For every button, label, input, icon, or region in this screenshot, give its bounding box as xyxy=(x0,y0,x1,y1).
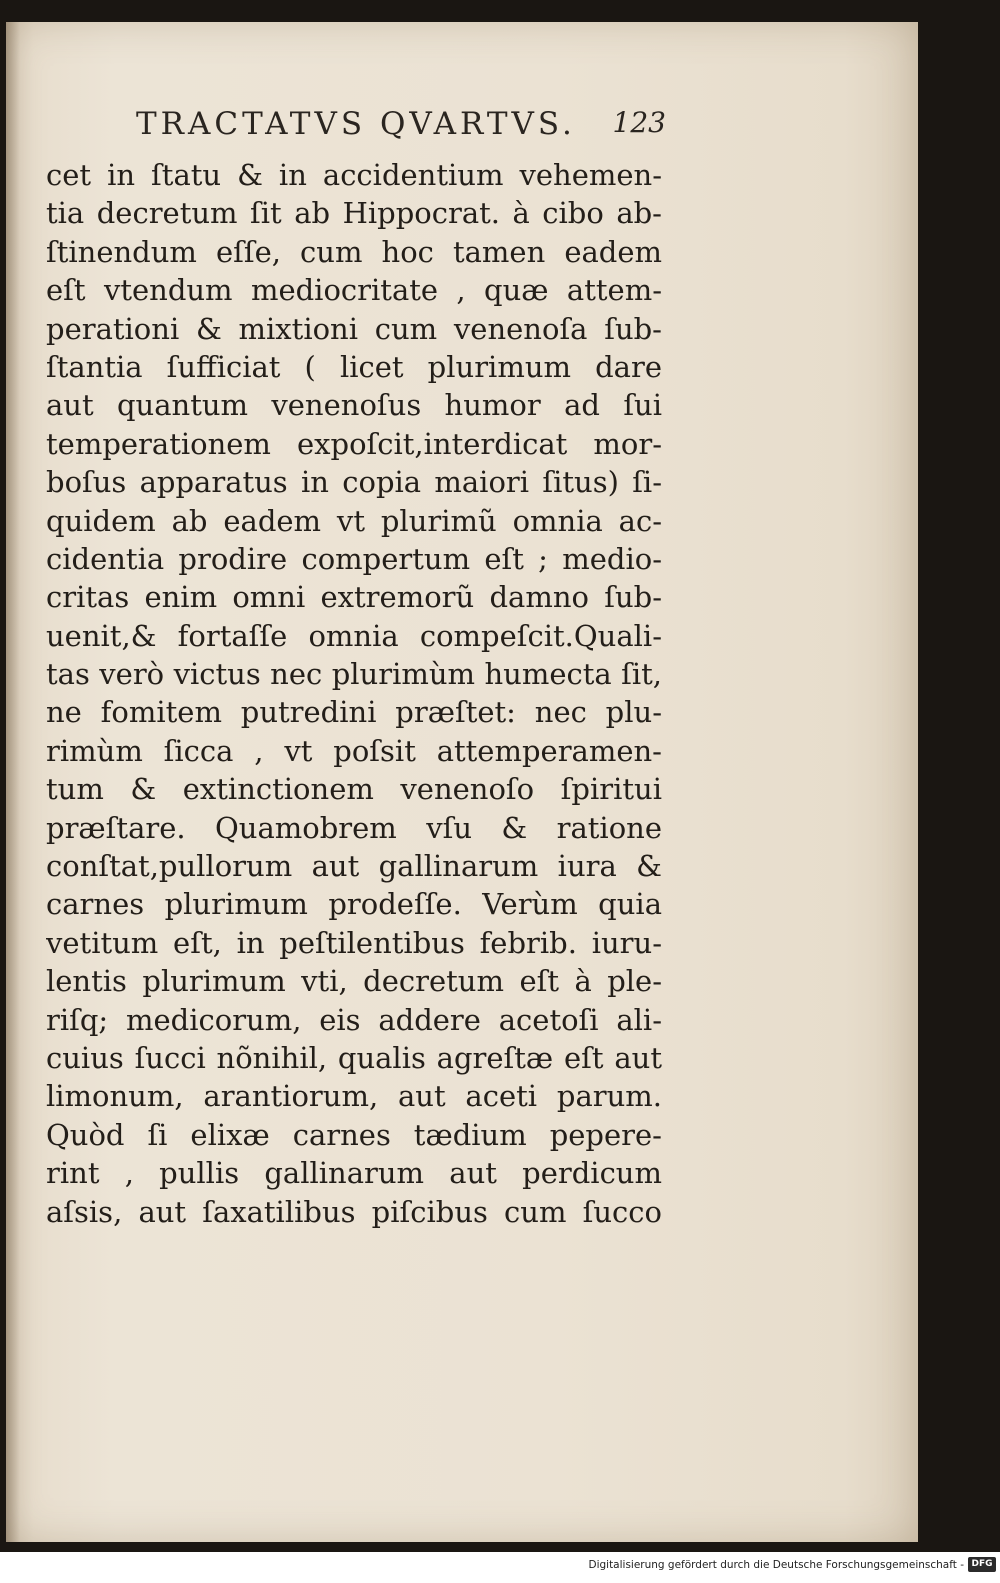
text-line: tia decretum ſit ab Hippocrat. à cibo ab- xyxy=(46,196,662,231)
text-line: uenit,& fortaſſe omnia compeſcit.Quali- xyxy=(46,618,662,653)
page-body-text xyxy=(46,156,662,1231)
text-line: ſtantia ſufficiat ( licet plurimum dare xyxy=(46,349,662,384)
text-line: aſsis, aut ſaxatilibus piſcibus cum ſucco xyxy=(46,1194,662,1229)
text-line: lentis plurimum vti, decretum eſt à ple- xyxy=(46,964,662,999)
footer-bar xyxy=(0,1552,1000,1583)
text-line: riſq; medicorum, eis addere acetoſi ali- xyxy=(46,1002,662,1037)
text-line: cet in ſtatu & in accidentium vehemen- xyxy=(46,158,662,192)
text-line: rimùm ſicca , vt poſsit attemperamen- xyxy=(46,733,662,768)
text-line: cuius ſucci nõnihil, qualis agreſtæ eſt aut xyxy=(46,1040,662,1075)
text-line: tum & extinctionem venenoſo ſpiritui xyxy=(46,772,662,807)
funding-credit: Digitalisierung gefördert durch die Deutsche Forschungsgemeinschaft - xyxy=(588,1559,964,1571)
text-line: temperationem expoſcit,interdicat mor- xyxy=(46,426,662,461)
running-head-title: TRACTATVS QVARTVS. xyxy=(136,106,576,142)
text-line: rint , pullis gallinarum aut perdicum xyxy=(46,1156,662,1191)
text-line: critas enim omni extremorũ damno ſub- xyxy=(46,580,662,615)
running-header xyxy=(136,106,666,150)
text-line: ne fomitem putredini præſtet: nec plu- xyxy=(46,695,662,730)
book-page xyxy=(6,22,918,1542)
text-line: Quòd ſi elixæ carnes tædium pepere- xyxy=(46,1117,662,1152)
text-line: quidem ab eadem vt plurimũ omnia ac- xyxy=(46,503,662,538)
text-line: limonum, arantiorum, aut aceti parum. xyxy=(46,1079,662,1114)
text-line: boſus apparatus in copia maiori ſitus) ſi- xyxy=(46,465,662,500)
text-line: carnes plurimum prodeſſe. Verùm quia xyxy=(46,887,662,922)
text-line: vetitum eſt, in peſtilentibus febrib. iuru- xyxy=(46,925,662,960)
text-line: conſtat,pullorum aut gallinarum iura & xyxy=(46,849,662,884)
page-number: 123 xyxy=(612,106,666,139)
text-line: eſt vtendum mediocritate , quæ attem- xyxy=(46,273,662,308)
text-line: cidentia prodire compertum eſt ; medio- xyxy=(46,541,662,576)
text-line: perationi & mixtioni cum venenoſa ſub- xyxy=(46,311,662,346)
text-line: aut quantum venenoſus humor ad ſui xyxy=(46,388,662,423)
page-gutter-shadow xyxy=(6,22,20,1542)
text-line: ſtinendum eſſe, cum hoc tamen eadem xyxy=(46,234,662,269)
text-line: tas verò victus nec plurimùm humecta ſit, xyxy=(46,657,662,692)
text-line: præſtare. Quamobrem vſu & ratione xyxy=(46,810,662,845)
dfg-logo: DFG xyxy=(968,1557,996,1572)
